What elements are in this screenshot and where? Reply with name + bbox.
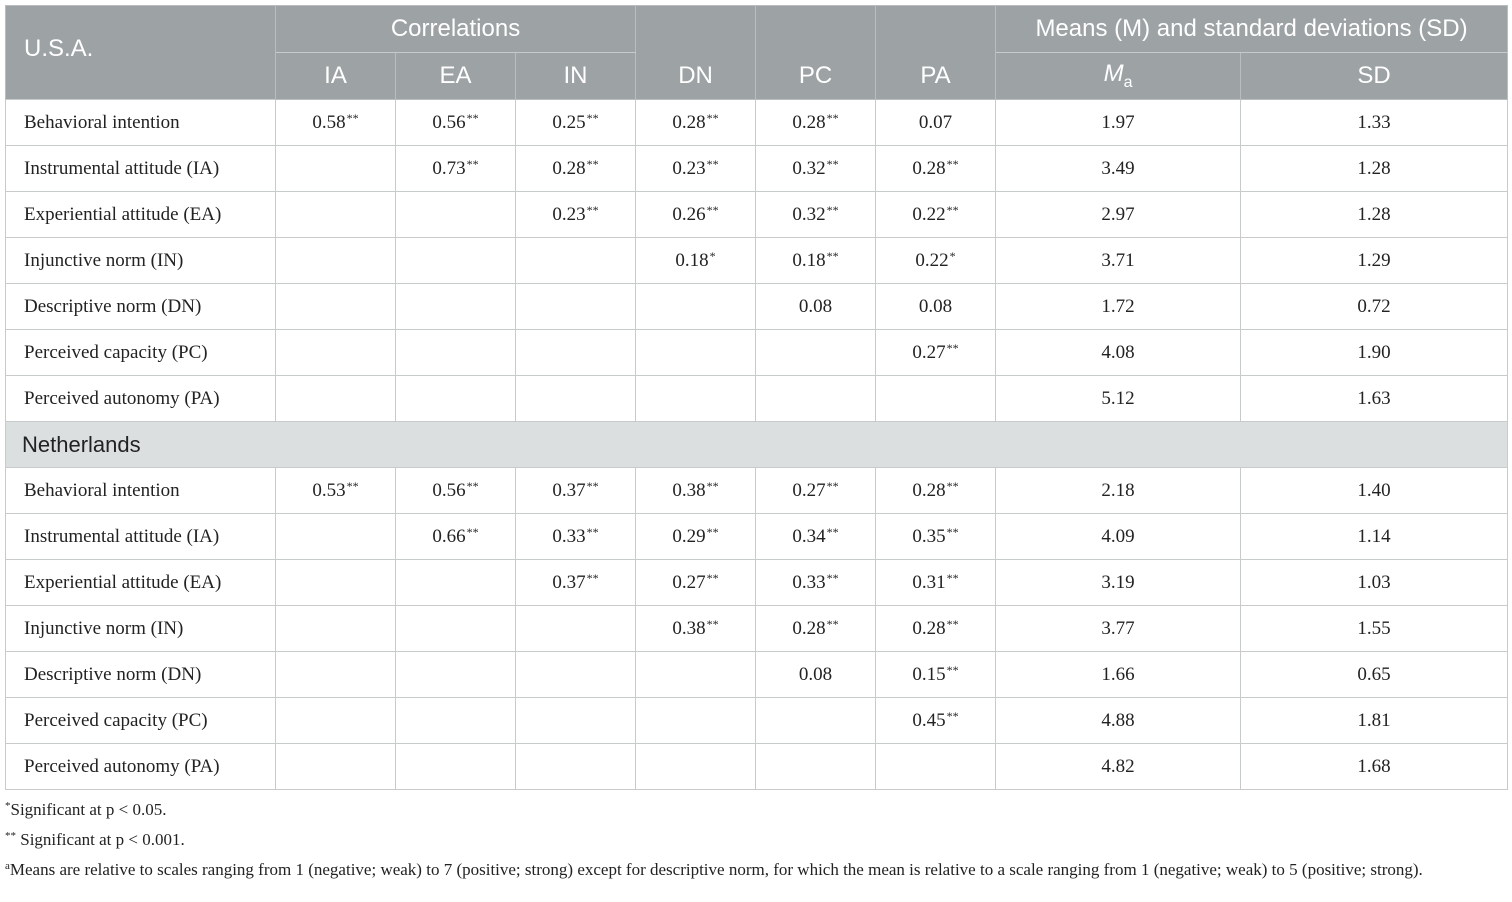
table-row xyxy=(6,330,1508,376)
footnote-1 xyxy=(5,793,1507,823)
correlation-cell xyxy=(876,238,996,284)
correlation-value: 0.34 xyxy=(792,526,826,547)
correlation-cell xyxy=(276,330,396,376)
table-footnotes xyxy=(5,793,1507,883)
correlation-value: 0.28 xyxy=(672,112,706,133)
significance-mark: ** xyxy=(706,111,719,125)
correlation-cell xyxy=(756,100,876,146)
correlation-cell xyxy=(756,376,876,422)
significance-mark: ** xyxy=(586,111,599,125)
correlation-value: 0.38 xyxy=(672,480,706,501)
col-header-ia: IA xyxy=(276,53,396,100)
correlation-cell xyxy=(516,330,636,376)
footnote-2 xyxy=(5,823,1507,853)
correlation-cell xyxy=(876,514,996,560)
correlation-cell xyxy=(636,652,756,698)
correlation-cell xyxy=(276,652,396,698)
table-row xyxy=(6,560,1508,606)
correlation-cell xyxy=(876,606,996,652)
correlation-value: 0.35 xyxy=(912,526,946,547)
significance-mark: ** xyxy=(826,249,839,263)
col-header-sd: SD xyxy=(1241,53,1508,100)
significance-mark: ** xyxy=(946,617,959,631)
significance-mark: ** xyxy=(946,203,959,217)
correlation-cell xyxy=(636,698,756,744)
correlation-cell xyxy=(516,238,636,284)
significance-mark: ** xyxy=(706,571,719,585)
sd-cell: 1.81 xyxy=(1241,698,1508,744)
sd-cell: 1.28 xyxy=(1241,192,1508,238)
correlation-cell xyxy=(516,560,636,606)
correlation-value: 0.18 xyxy=(675,250,709,271)
mean-cell: 3.71 xyxy=(996,238,1241,284)
correlation-cell xyxy=(276,514,396,560)
sd-cell: 0.65 xyxy=(1241,652,1508,698)
correlation-cell: 0.08 xyxy=(756,284,876,330)
mean-cell: 2.97 xyxy=(996,192,1241,238)
significance-mark: ** xyxy=(826,525,839,539)
significance-mark: ** xyxy=(826,157,839,171)
significance-mark: ** xyxy=(586,157,599,171)
correlation-value: 0.45 xyxy=(912,710,946,731)
correlation-cell: 0.08 xyxy=(876,284,996,330)
correlation-value: 0.33 xyxy=(552,526,586,547)
correlation-value: 0.37 xyxy=(552,572,586,593)
col-header-mean xyxy=(996,53,1241,100)
correlation-cell xyxy=(516,284,636,330)
col-header-dn: DN xyxy=(636,53,756,100)
correlation-cell xyxy=(396,192,516,238)
significance-mark: ** xyxy=(466,157,479,171)
table-row xyxy=(6,284,1508,330)
mean-cell: 1.72 xyxy=(996,284,1241,330)
correlation-table xyxy=(5,5,1508,790)
correlation-cell xyxy=(276,698,396,744)
table-row xyxy=(6,146,1508,192)
mean-cell: 3.19 xyxy=(996,560,1241,606)
significance-mark: ** xyxy=(586,525,599,539)
correlation-cell xyxy=(876,652,996,698)
col-header-in: IN xyxy=(516,53,636,100)
significance-mark: ** xyxy=(346,479,359,493)
significance-mark: * xyxy=(709,249,716,263)
footnote-2-mark: ** xyxy=(5,830,16,842)
significance-mark: ** xyxy=(706,525,719,539)
significance-mark: ** xyxy=(826,617,839,631)
correlation-value: 0.38 xyxy=(672,618,706,639)
correlation-value: 0.53 xyxy=(312,480,346,501)
significance-mark: ** xyxy=(826,571,839,585)
correlation-value: 0.26 xyxy=(672,204,706,225)
table-row xyxy=(6,744,1508,790)
netherlands-section xyxy=(6,468,1508,790)
significance-mark: ** xyxy=(586,571,599,585)
header-spacer xyxy=(636,6,756,53)
correlation-value: 0.27 xyxy=(792,480,826,501)
correlation-cell xyxy=(636,744,756,790)
row-label: Experiential attitude (EA) xyxy=(6,192,276,238)
significance-mark: ** xyxy=(586,203,599,217)
significance-mark: ** xyxy=(706,479,719,493)
significance-mark: ** xyxy=(346,111,359,125)
correlation-value: 0.28 xyxy=(792,112,826,133)
correlation-cell xyxy=(276,284,396,330)
correlation-cell xyxy=(396,330,516,376)
correlations-header: Correlations xyxy=(276,6,636,53)
correlation-cell xyxy=(516,514,636,560)
correlation-cell xyxy=(876,146,996,192)
correlation-cell xyxy=(276,100,396,146)
sd-cell: 1.29 xyxy=(1241,238,1508,284)
correlation-value: 0.28 xyxy=(552,158,586,179)
significance-mark: ** xyxy=(946,525,959,539)
correlation-cell xyxy=(516,698,636,744)
significance-mark: * xyxy=(949,249,956,263)
correlation-value: 0.29 xyxy=(672,526,706,547)
row-label: Descriptive norm (DN) xyxy=(6,284,276,330)
netherlands-section-header xyxy=(6,422,1508,468)
table-row xyxy=(6,238,1508,284)
correlation-cell xyxy=(276,468,396,514)
row-label: Instrumental attitude (IA) xyxy=(6,514,276,560)
significance-mark: ** xyxy=(946,709,959,723)
mean-cell: 4.09 xyxy=(996,514,1241,560)
correlation-cell xyxy=(876,330,996,376)
correlation-cell xyxy=(636,192,756,238)
correlation-cell xyxy=(756,560,876,606)
country-header-usa: U.S.A. xyxy=(6,6,276,100)
correlation-cell xyxy=(276,744,396,790)
correlation-cell xyxy=(636,146,756,192)
correlation-cell xyxy=(276,606,396,652)
sd-cell: 1.68 xyxy=(1241,744,1508,790)
correlation-value: 0.33 xyxy=(792,572,826,593)
correlation-cell xyxy=(756,514,876,560)
correlation-value: 0.18 xyxy=(792,250,826,271)
col-header-ea: EA xyxy=(396,53,516,100)
table-row xyxy=(6,468,1508,514)
row-label: Behavioral intention xyxy=(6,468,276,514)
correlation-cell: 0.07 xyxy=(876,100,996,146)
footnote-2-text: Significant at p < 0.001. xyxy=(20,830,185,849)
mean-cell: 1.66 xyxy=(996,652,1241,698)
correlation-value: 0.73 xyxy=(432,158,466,179)
correlation-value: 0.22 xyxy=(912,204,946,225)
correlation-cell xyxy=(876,560,996,606)
significance-mark: ** xyxy=(946,157,959,171)
sd-cell: 1.03 xyxy=(1241,560,1508,606)
correlation-cell xyxy=(876,376,996,422)
mean-cell: 4.82 xyxy=(996,744,1241,790)
correlation-cell xyxy=(396,698,516,744)
row-label: Experiential attitude (EA) xyxy=(6,560,276,606)
correlation-cell xyxy=(276,238,396,284)
correlation-cell xyxy=(396,744,516,790)
correlation-cell xyxy=(636,514,756,560)
correlation-cell xyxy=(276,376,396,422)
mean-cell: 5.12 xyxy=(996,376,1241,422)
correlation-value: 0.56 xyxy=(432,480,466,501)
correlation-cell xyxy=(396,606,516,652)
correlation-value: 0.66 xyxy=(432,526,466,547)
footnote-3-mark: a xyxy=(5,860,10,872)
sd-cell: 1.90 xyxy=(1241,330,1508,376)
mean-symbol: M xyxy=(1103,60,1124,88)
correlation-value: 0.32 xyxy=(792,204,826,225)
correlation-cell xyxy=(756,606,876,652)
row-label: Perceived capacity (PC) xyxy=(6,330,276,376)
correlation-cell xyxy=(516,652,636,698)
significance-mark: ** xyxy=(466,525,479,539)
row-label: Perceived capacity (PC) xyxy=(6,698,276,744)
correlation-value: 0.22 xyxy=(915,250,949,271)
usa-section xyxy=(6,100,1508,422)
mean-cell: 3.49 xyxy=(996,146,1241,192)
significance-mark: ** xyxy=(706,617,719,631)
significance-mark: ** xyxy=(826,111,839,125)
correlation-value: 0.23 xyxy=(672,158,706,179)
correlation-cell: 0.08 xyxy=(756,652,876,698)
correlation-cell xyxy=(276,146,396,192)
footnote-1-text: Significant at p < 0.05. xyxy=(10,800,167,819)
significance-mark: ** xyxy=(946,663,959,677)
table-header xyxy=(6,6,1508,100)
correlation-cell xyxy=(516,744,636,790)
correlation-cell xyxy=(396,514,516,560)
correlation-cell xyxy=(876,192,996,238)
correlation-cell xyxy=(516,146,636,192)
significance-mark: ** xyxy=(946,571,959,585)
netherlands-label: Netherlands xyxy=(6,422,1508,468)
footnote-1-mark: * xyxy=(5,800,11,812)
correlation-cell xyxy=(636,284,756,330)
mean-cell: 1.97 xyxy=(996,100,1241,146)
header-spacer xyxy=(876,6,996,53)
correlation-cell xyxy=(396,560,516,606)
sd-cell: 1.28 xyxy=(1241,146,1508,192)
table-row xyxy=(6,100,1508,146)
correlation-cell xyxy=(756,238,876,284)
correlation-value: 0.28 xyxy=(792,618,826,639)
sd-cell: 1.55 xyxy=(1241,606,1508,652)
row-label: Behavioral intention xyxy=(6,100,276,146)
correlation-cell xyxy=(516,376,636,422)
sd-cell: 1.40 xyxy=(1241,468,1508,514)
table-row xyxy=(6,652,1508,698)
significance-mark: ** xyxy=(466,111,479,125)
sd-cell: 1.14 xyxy=(1241,514,1508,560)
row-label: Descriptive norm (DN) xyxy=(6,652,276,698)
correlation-cell xyxy=(276,192,396,238)
row-label: Injunctive norm (IN) xyxy=(6,238,276,284)
significance-mark: ** xyxy=(826,479,839,493)
significance-mark: ** xyxy=(586,479,599,493)
correlation-cell xyxy=(636,330,756,376)
correlation-value: 0.15 xyxy=(912,664,946,685)
correlation-value: 0.32 xyxy=(792,158,826,179)
correlation-cell xyxy=(756,468,876,514)
correlation-cell xyxy=(756,146,876,192)
correlation-cell xyxy=(516,468,636,514)
table-row xyxy=(6,606,1508,652)
correlation-cell xyxy=(516,192,636,238)
mean-cell: 4.08 xyxy=(996,330,1241,376)
mean-cell: 3.77 xyxy=(996,606,1241,652)
sd-cell: 1.63 xyxy=(1241,376,1508,422)
mean-cell: 4.88 xyxy=(996,698,1241,744)
significance-mark: ** xyxy=(466,479,479,493)
correlation-value: 0.31 xyxy=(912,572,946,593)
mean-cell: 2.18 xyxy=(996,468,1241,514)
correlation-cell xyxy=(396,468,516,514)
row-label: Injunctive norm (IN) xyxy=(6,606,276,652)
correlation-value: 0.28 xyxy=(912,158,946,179)
correlation-cell xyxy=(756,192,876,238)
correlation-cell xyxy=(876,468,996,514)
correlation-value: 0.27 xyxy=(672,572,706,593)
correlation-cell xyxy=(636,100,756,146)
correlation-cell xyxy=(636,468,756,514)
correlation-cell xyxy=(876,698,996,744)
correlation-cell xyxy=(636,560,756,606)
means-sd-header: Means (M) and standard deviations (SD) xyxy=(996,6,1508,53)
correlation-value: 0.23 xyxy=(552,204,586,225)
significance-mark: ** xyxy=(706,203,719,217)
correlation-value: 0.27 xyxy=(912,342,946,363)
correlation-cell xyxy=(636,238,756,284)
table-row xyxy=(6,514,1508,560)
significance-mark: ** xyxy=(826,203,839,217)
correlation-value: 0.28 xyxy=(912,480,946,501)
sd-cell: 1.33 xyxy=(1241,100,1508,146)
table-row xyxy=(6,376,1508,422)
footnote-3 xyxy=(5,853,1507,883)
correlation-cell xyxy=(516,100,636,146)
table-row xyxy=(6,698,1508,744)
footnote-3-text: Means are relative to scales ranging from 1 (negative; weak) to 7 (positive; strong) except for descriptive norm, for which the mean is relative to a scale ranging from 1 (negative; weak) to 5 (positive; strong). xyxy=(9,860,1423,879)
correlation-cell xyxy=(876,744,996,790)
sd-cell: 0.72 xyxy=(1241,284,1508,330)
row-label: Perceived autonomy (PA) xyxy=(6,744,276,790)
correlation-cell xyxy=(396,284,516,330)
correlation-cell xyxy=(756,330,876,376)
significance-mark: ** xyxy=(946,341,959,355)
correlation-cell xyxy=(636,376,756,422)
correlation-cell xyxy=(396,100,516,146)
mean-footnote-mark: a xyxy=(1123,73,1133,91)
correlation-value: 0.37 xyxy=(552,480,586,501)
correlation-value: 0.25 xyxy=(552,112,586,133)
correlation-cell xyxy=(516,606,636,652)
col-header-pa: PA xyxy=(876,53,996,100)
correlation-cell xyxy=(396,376,516,422)
correlation-cell xyxy=(756,744,876,790)
correlation-cell xyxy=(396,238,516,284)
row-label: Instrumental attitude (IA) xyxy=(6,146,276,192)
correlation-cell xyxy=(756,698,876,744)
table-row xyxy=(6,192,1508,238)
row-label: Perceived autonomy (PA) xyxy=(6,376,276,422)
correlation-cell xyxy=(396,652,516,698)
correlation-cell xyxy=(636,606,756,652)
correlation-value: 0.28 xyxy=(912,618,946,639)
header-spacer xyxy=(756,6,876,53)
correlation-value: 0.56 xyxy=(432,112,466,133)
significance-mark: ** xyxy=(946,479,959,493)
col-header-pc: PC xyxy=(756,53,876,100)
correlation-cell xyxy=(396,146,516,192)
significance-mark: ** xyxy=(706,157,719,171)
correlation-cell xyxy=(276,560,396,606)
correlation-value: 0.58 xyxy=(312,112,346,133)
